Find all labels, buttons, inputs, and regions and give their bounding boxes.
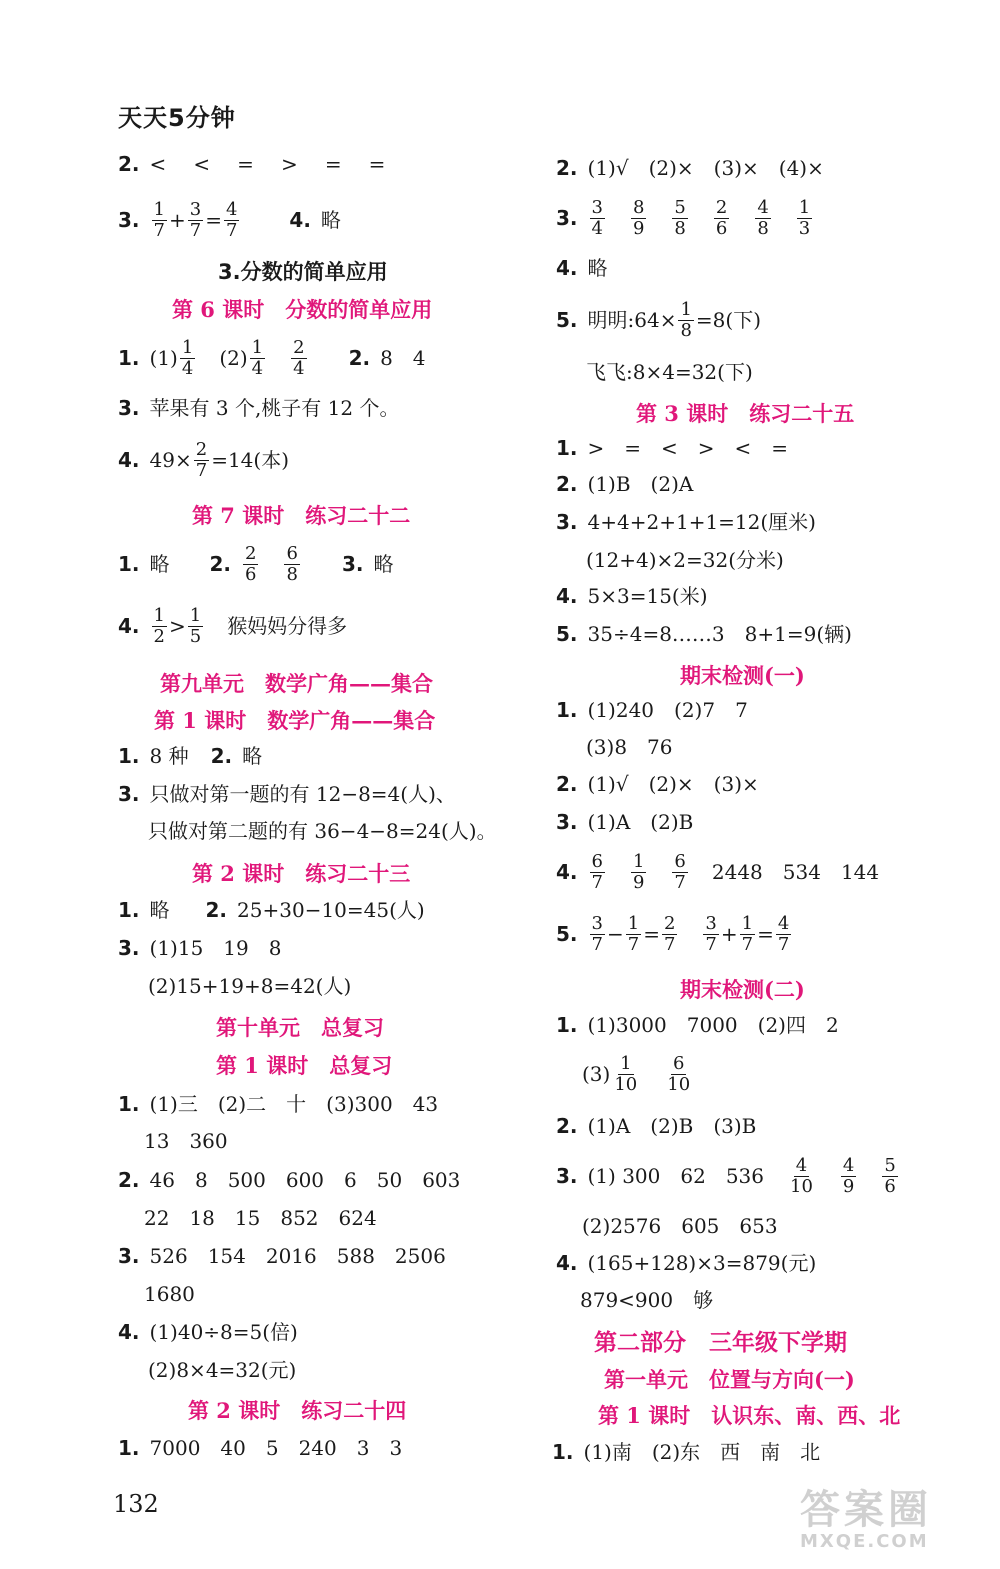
fraction: $\frac{1}{7}$ [627, 912, 640, 955]
answer-line: 879<900 够 [580, 1288, 714, 1312]
fraction: $\frac{1}{8}$ [680, 298, 692, 341]
answer-line: 2. (1)B (2)A [556, 472, 694, 496]
answer-line: 3. (1)15 19 8 [118, 936, 282, 960]
answer-line: 4. $\frac{6}{7}$ $\frac{1}{9}$ $\frac{6}{7}$ 2448 534 144 [556, 850, 880, 893]
fraction: $\frac{2}{7}$ [195, 438, 208, 481]
fraction: $\frac{2}{6}$ [715, 196, 728, 239]
fraction: $\frac{5}{8}$ [674, 196, 686, 239]
fraction: $\frac{4}{8}$ [757, 196, 769, 239]
answer-line: (3)8 76 [586, 735, 673, 759]
answer-line: (2)15+19+8=42(人) [148, 974, 352, 998]
answer-line: (3) $\frac{1}{10}$ $\frac{6}{10}$ [582, 1052, 691, 1095]
answer-line: 4. (1)40÷8=5(倍) [118, 1320, 298, 1344]
answer-line: 1. (1)南 (2)东 西 南 北 [552, 1440, 821, 1464]
lesson-heading: 第 6 课时 分数的简单应用 [172, 297, 433, 322]
fraction: $\frac{6}{8}$ [286, 542, 298, 585]
page-number: 132 [113, 1490, 159, 1518]
answer-line: 4. (165+128)×3=879(元) [556, 1251, 817, 1275]
fraction: $\frac{8}{9}$ [632, 196, 645, 239]
answer-line: 飞飞:8×4=32(下) [586, 360, 753, 384]
answer-line: 5. 35÷4=8……3 8+1=9(辆) [556, 622, 852, 646]
answer-line: 4. 5×3=15(米) [556, 584, 708, 608]
answer-line: 3. 4+4+2+1+1=12(厘米) [556, 510, 816, 534]
lesson-heading: 第 1 课时 总复习 [216, 1053, 393, 1078]
answer-line: 22 18 15 852 624 [144, 1206, 377, 1230]
answer-line: 1. (1)3000 7000 (2)四 2 [556, 1013, 839, 1037]
test-heading: 期末检测(二) [680, 977, 805, 1002]
unit-heading: 第九单元 数学广角——集合 [160, 671, 433, 696]
answer-line: 3. (1) 300 62 536 $\frac{4}{10}$ $\frac{4}{9}$ $\frac{5}{6}$ [556, 1154, 896, 1197]
answer-line: (2)2576 605 653 [582, 1214, 778, 1238]
answer-line: 3. 只做对第一题的有 12−8=4(人)、 [118, 782, 456, 806]
fraction: $\frac{4}{7}$ [225, 198, 238, 241]
answer-line: 2. (1)√ (2)× (3)× (4)× [556, 156, 824, 180]
answer-line: 4. 略 [556, 256, 608, 280]
fraction: $\frac{1}{7}$ [153, 198, 165, 241]
fraction: $\frac{6}{10}$ [667, 1052, 691, 1095]
fraction: $\frac{1}{7}$ [741, 912, 754, 955]
answer-line: (2)8×4=32(元) [148, 1358, 297, 1382]
answer-line: 3. $\frac{3}{4}$ $\frac{8}{9}$ $\frac{5}{8}$ $\frac{2}{6}$ $\frac{4}{8}$ $\frac{1}{3}$ [556, 196, 811, 239]
section-heading: 3.分数的简单应用 [218, 260, 388, 284]
answer-line: 5. 明明:64× $\frac{1}{8}$ =8(下) [556, 298, 762, 341]
part-heading: 第二部分 三年级下学期 [594, 1329, 847, 1356]
test-heading: 期末检测(一) [680, 663, 805, 688]
answer-line: 1. (1)240 (2)7 7 [556, 698, 748, 722]
fraction: $\frac{2}{4}$ [293, 336, 305, 379]
answer-line: 1680 [144, 1282, 195, 1306]
answer-line: 4. 49× $\frac{2}{7}$ =14(本) [118, 438, 289, 481]
fraction: $\frac{2}{7}$ [663, 912, 676, 955]
fraction: $\frac{3}{7}$ [705, 912, 717, 955]
answer-line: 1. (1)三 (2)二 十 (3)300 43 [118, 1092, 439, 1116]
page-header: 天天5分钟 [118, 104, 236, 132]
fraction: $\frac{4}{10}$ [790, 1154, 813, 1197]
fraction: $\frac{1}{5}$ [189, 604, 202, 647]
answer-line: 1. (1) $\frac{1}{4}$ (2) $\frac{1}{4}$ $\frac{2}{4}$ 2. 8 4 [118, 336, 426, 379]
answer-line: 1. 略 2. $\frac{2}{6}$ $\frac{6}{8}$ 3. 略 [118, 542, 394, 585]
lesson-heading: 第 1 课时 认识东、南、西、北 [598, 1403, 901, 1428]
answer-line: 2. (1)√ (2)× (3)× [556, 772, 759, 796]
fraction: $\frac{5}{6}$ [884, 1154, 896, 1197]
fraction: $\frac{2}{6}$ [245, 542, 257, 585]
answer-line: (12+4)×2=32(分米) [586, 548, 784, 572]
answer-line: 1. > = < > < = [556, 436, 789, 460]
answer-line: 1. 7000 40 5 240 3 3 [118, 1436, 403, 1460]
answer-line: 3. 526 154 2016 588 2506 [118, 1244, 446, 1268]
fraction: $\frac{1}{4}$ [181, 336, 194, 379]
fraction: $\frac{1}{10}$ [614, 1052, 638, 1095]
answer-line: 3. $\frac{1}{7}$ + $\frac{3}{7}$ = $\frac{4}{7}$ 4. 略 [118, 198, 341, 241]
fraction: $\frac{1}{4}$ [251, 336, 264, 379]
unit-heading: 第一单元 位置与方向(一) [604, 1367, 855, 1392]
watermark-text: 答案圈 [800, 1487, 932, 1533]
answer-line: 5. $\frac{3}{7}$ − $\frac{1}{7}$ = $\frac{2}{7}$ $\frac{3}{7}$ + $\frac{1}{7}$ = $\frac{4}{7}$ [556, 912, 790, 955]
fraction: $\frac{1}{2}$ [153, 604, 165, 647]
unit-heading: 第十单元 总复习 [216, 1015, 384, 1040]
lesson-heading: 第 7 课时 练习二十二 [192, 503, 411, 528]
fraction: $\frac{3}{4}$ [591, 196, 603, 239]
fraction: $\frac{1}{3}$ [798, 196, 811, 239]
fraction: $\frac{6}{7}$ [674, 850, 686, 893]
answer-line: 2. < < = > = = [118, 152, 388, 176]
answer-line: 4. $\frac{1}{2}$ > $\frac{1}{5}$ 猴妈妈分得多 [118, 604, 348, 647]
answer-line: 3. 苹果有 3 个,桃子有 12 个。 [118, 396, 400, 420]
fraction: $\frac{4}{9}$ [842, 1154, 855, 1197]
fraction: $\frac{3}{7}$ [189, 198, 202, 241]
answer-line: 只做对第二题的有 36−4−8=24(人)。 [148, 819, 497, 843]
answer-line: 1. 8 种 2. 略 [118, 744, 263, 768]
fraction: $\frac{6}{7}$ [591, 850, 603, 893]
lesson-heading: 第 3 课时 练习二十五 [636, 401, 855, 426]
watermark-url: MXQE.COM [800, 1531, 929, 1552]
lesson-heading: 第 1 课时 数学广角——集合 [154, 708, 436, 733]
fraction: $\frac{1}{9}$ [632, 850, 645, 893]
fraction: $\frac{3}{7}$ [591, 912, 603, 955]
answer-line: 2. (1)A (2)B (3)B [556, 1114, 757, 1138]
lesson-heading: 第 2 课时 练习二十三 [192, 861, 411, 886]
fraction: $\frac{4}{7}$ [777, 912, 790, 955]
watermark-logo [800, 1478, 990, 1564]
answer-line: 13 360 [144, 1129, 228, 1153]
answer-line: 2. 46 8 500 600 6 50 603 [118, 1168, 461, 1192]
answer-line: 3. (1)A (2)B [556, 810, 694, 834]
answer-line: 1. 略 2. 25+30−10=45(人) [118, 898, 425, 922]
lesson-heading: 第 2 课时 练习二十四 [188, 1398, 407, 1423]
